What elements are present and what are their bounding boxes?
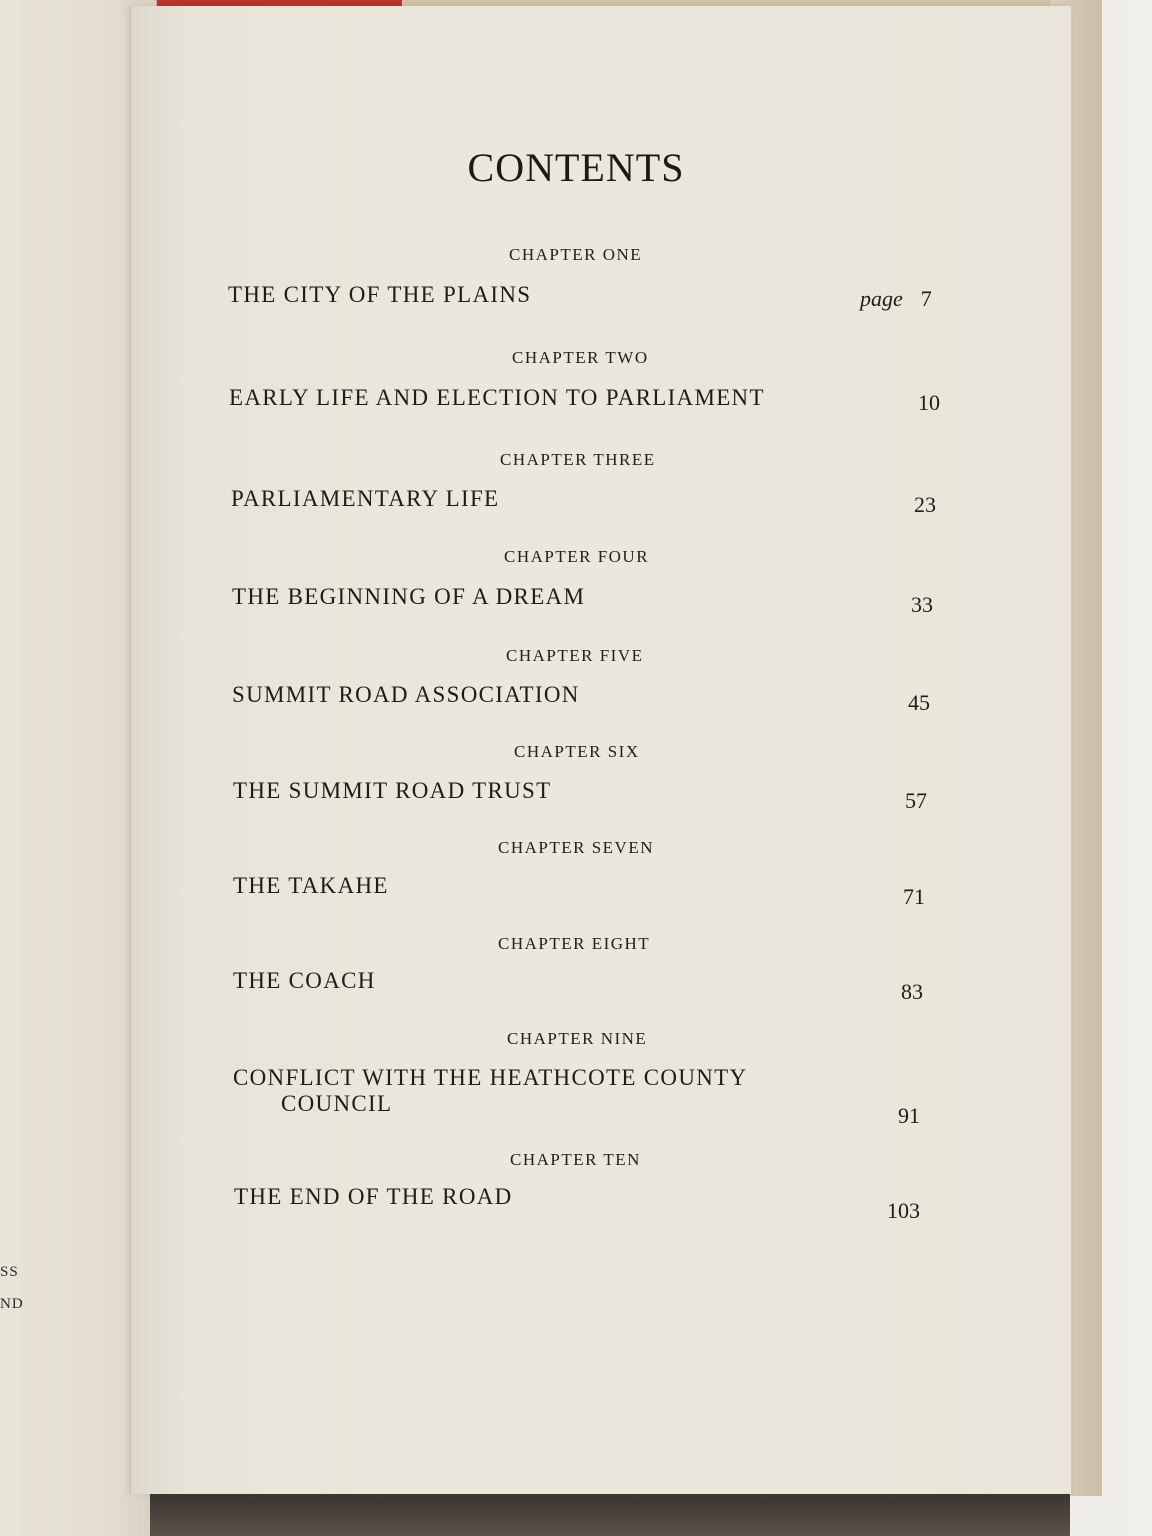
chapter-title: THE CITY OF THE PLAINS <box>228 282 532 307</box>
chapter-page-number: 45 <box>908 690 930 715</box>
page-word: page <box>860 286 903 311</box>
page-number-value: 7 <box>920 286 932 311</box>
chapter-title: THE SUMMIT ROAD TRUST <box>233 778 552 803</box>
chapter-title: THE END OF THE ROAD <box>234 1184 513 1209</box>
left-page-fragment: SS <box>0 1264 19 1280</box>
chapter-page-number: 10 <box>918 390 940 415</box>
chapter-title: EARLY LIFE AND ELECTION TO PARLIAMENT <box>229 385 765 410</box>
chapter-page-number <box>860 286 932 312</box>
chapter-page-number: 33 <box>911 592 933 617</box>
chapter-label: CHAPTER SEVEN <box>498 838 654 857</box>
chapter-label: CHAPTER EIGHT <box>498 934 651 953</box>
chapter-label: CHAPTER ONE <box>509 245 643 264</box>
chapter-page-number: 103 <box>887 1198 920 1223</box>
chapter-label: CHAPTER FIVE <box>506 646 644 665</box>
chapter-page-number: 91 <box>898 1103 920 1128</box>
chapter-label: CHAPTER TEN <box>510 1150 641 1169</box>
chapter-title-line: COUNCIL <box>281 1091 393 1116</box>
chapter-title: SUMMIT ROAD ASSOCIATION <box>232 682 580 707</box>
chapter-title-line: CONFLICT WITH THE HEATHCOTE COUNTY <box>233 1065 748 1090</box>
chapter-title: THE TAKAHE <box>233 873 389 898</box>
chapter-title: THE BEGINNING OF A DREAM <box>232 584 586 609</box>
chapter-page-number: 57 <box>905 788 927 813</box>
page-bottom-shadow <box>150 1494 1070 1536</box>
chapter-page-number: 23 <box>914 492 936 517</box>
chapter-title: PARLIAMENTARY LIFE <box>231 486 500 511</box>
chapter-page-number: 71 <box>903 884 925 909</box>
chapter-label: CHAPTER SIX <box>514 742 640 761</box>
left-page-fragment: ND <box>0 1296 24 1312</box>
chapter-label: CHAPTER TWO <box>512 348 649 367</box>
chapter-label: CHAPTER NINE <box>507 1029 648 1048</box>
chapter-label: CHAPTER FOUR <box>504 547 650 566</box>
page-title: CONTENTS <box>467 145 685 190</box>
chapter-label: CHAPTER THREE <box>500 450 656 469</box>
chapter-page-number: 83 <box>901 979 923 1004</box>
chapter-title <box>233 1065 747 1117</box>
chapter-title: THE COACH <box>233 968 376 993</box>
